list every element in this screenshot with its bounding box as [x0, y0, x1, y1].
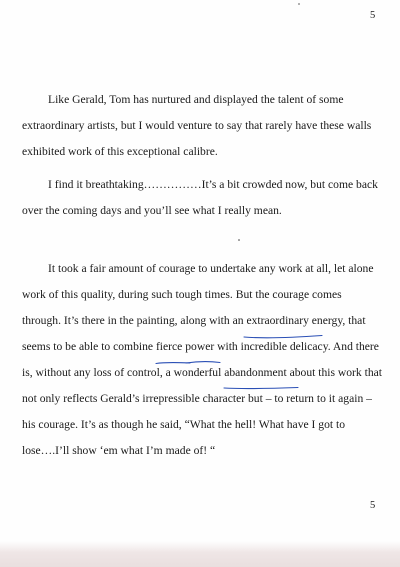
handwritten-underlined-word [246, 314, 308, 327]
text-run: with incredible delicacy. And there [214, 340, 379, 353]
handwritten-underlined-word [185, 340, 214, 353]
paragraph-line: his courage. It’s as though he said, “What the hell! What have I got to [22, 418, 346, 431]
page-number-bottom: 5 [370, 500, 376, 511]
handwritten-underlined-word [156, 340, 182, 353]
text-run: is, without any loss of control, a wonderful [22, 366, 225, 379]
page-number-top: 5 [370, 10, 376, 21]
text-run: about this work that [286, 366, 383, 379]
paragraph-line: Like Gerald, Tom has nurtured and displayed the talent of some [48, 93, 344, 106]
paragraph-line: lose….I’ll show ‘em what I’m made of! “ [22, 444, 216, 457]
text-run: energy, that [308, 314, 366, 327]
paragraph-line [22, 360, 383, 386]
paragraph-line [22, 308, 378, 334]
paragraph-line: exhibited work of this exceptional calibre. [22, 145, 218, 158]
text-run: through. It’s there in the painting, along with an [22, 314, 247, 327]
paragraph-line: not only reflects Gerald’s irrepressible character but – to return to it again – [22, 392, 372, 405]
paragraph-line: I find it breathtaking……………It’s a bit crowded now, but come back [48, 178, 378, 191]
underlined-word-text: fierce [155, 340, 183, 353]
scan-bottom-edge [0, 541, 400, 567]
paragraph-line [22, 334, 378, 360]
text-run: seems to be able to combine [22, 340, 156, 353]
underlined-word-text: power [185, 340, 215, 353]
paragraph-3 [22, 256, 383, 464]
handwritten-underlined-word [224, 366, 286, 379]
paragraph-line: extraordinary artists, but I would venture to say that rarely have these walls [22, 119, 372, 132]
paragraph-1 [22, 87, 378, 165]
scan-speck [238, 239, 240, 241]
scan-speck [298, 3, 300, 5]
underlined-word-text: extraordinary [246, 314, 309, 327]
paragraph-2 [22, 172, 378, 224]
paragraph-line: over the coming days and you’ll see what I really mean. [22, 204, 282, 217]
underlined-word-text: abandonment [224, 366, 287, 379]
paragraph-line: work of this quality, during such tough times. But the courage comes [22, 288, 342, 301]
paragraph-line: It took a fair amount of courage to undertake any work at all, let alone [48, 262, 374, 275]
